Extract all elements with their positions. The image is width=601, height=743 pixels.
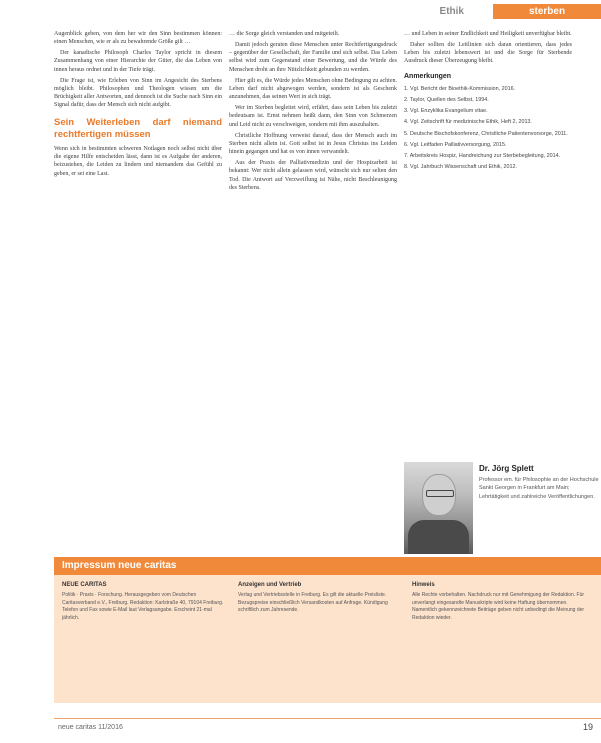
section-label: Ethik — [439, 6, 464, 17]
paragraph: Aus der Praxis der Palliativmedizin und der Hospizarbeit ist bekannt: Wer nicht allein gelassen wird, wünscht sich nur selten den Tod. Die Antwort auf Verzweiflung ist Nähe, nicht Beschleunigung des Sterbens. — [229, 160, 397, 191]
impressum-column-2 — [238, 581, 404, 699]
article-column-1 — [54, 30, 222, 430]
impressum-title: Impressum neue caritas — [54, 557, 601, 575]
paragraph: … und Leben in seiner Endlichkeit und Heiligkeit unverfügbar bleibt. — [404, 31, 572, 37]
paragraph: Die Frage ist, wie Erleben von Sinn im Angesicht des Sterbens möglich bleibt. Philosophen und Theologen wissen um die Brüchigkeit aller Antworten, und dennoch ist die Suche nach Sinn ein Signal dafür, dass der Mensch sich nicht aufgibt. — [54, 77, 222, 109]
author-box — [404, 462, 600, 554]
paragraph: … die Sorge gleich verstanden und mitgeteilt. — [229, 31, 340, 37]
article-column-3 — [404, 30, 572, 455]
impressum-column-3 — [412, 581, 592, 699]
author-photo — [404, 462, 473, 554]
note-item: 5. Deutsche Bischofskonferenz, Christliche Patientenvorsorge, 2011. — [404, 130, 568, 137]
impressum-text: Alle Rechte vorbehalten. Nachdruck nur mit Genehmigung der Redaktion. Für unverlangt eingesandte Manuskripte wird keine Haftung übernommen. Namentlich gekennzeichnete Beiträge geben nicht unbedingt die Meinung der Redaktion wieder. — [412, 592, 585, 621]
note-item: 1. Vgl. Bericht der Bioethik-Kommission, 2016. — [404, 86, 516, 93]
impressum-box — [54, 575, 601, 703]
paragraph: Hier gilt es, die Würde jedes Menschen ohne Bedingung zu achten. Leben darf nicht abgewogen werden, sondern ist als Geschenk anzunehmen, das seinen Wert in sich trägt. — [229, 77, 397, 101]
note-item: 7. Arbeitskreis Hospiz, Handreichung zur Sterbebegleitung, 2014. — [404, 152, 561, 159]
footer-divider — [54, 718, 601, 719]
impressum-lead: NEUE CARITAS — [62, 582, 107, 588]
paragraph: Augenblick geben, von dem her wir den Sinn bestimmen können: einen Menschen, wie er als zu bewahrende Größe gilt … — [54, 31, 222, 46]
author-bio: Professor em. für Philosophie an der Hochschule Sankt Georgen in Frankfurt am Main; Lehrtätigkeit und zahlreiche Veröffentlichungen. — [479, 477, 599, 500]
note-item: 6. Vgl. Leitfaden Palliativversorgung, 2015. — [404, 141, 507, 148]
notes-heading: Anmerkungen — [404, 72, 452, 80]
paragraph: Der kanadische Philosoph Charles Taylor spricht in diesem Zusammenhang von einer Hierarchie der Güter, die das Leben von innen heraus ordnet und in der Tiefe trägt. — [54, 50, 222, 73]
impressum-text: Verlag und Vertriebsstelle in Freiburg. Es gilt die aktuelle Preisliste. Bezugspreise einschließlich Versandkosten auf Anfrage. Kündigung schriftlich zum Jahresende. — [238, 592, 388, 613]
author-name: Dr. Jörg Splett — [479, 464, 534, 473]
paragraph: Daher sollten die Leitlinien sich daran orientieren, dass jedes Leben bis zuletzt lebenswert ist und die Sorge für Sterbende Ausdruck dieser Überzeugung bleibt. — [404, 42, 572, 65]
section-tab: sterben — [493, 4, 601, 19]
impressum-column-1 — [62, 581, 230, 699]
impressum-lead: Hinweis — [412, 582, 435, 588]
page-number: 19 — [582, 722, 593, 732]
impressum-lead: Anzeigen und Vertrieb — [238, 582, 302, 588]
subheading: Sein Weiterleben darf niemand rechtfertigen müssen — [54, 117, 222, 141]
paragraph: Damit jedoch geraten diese Menschen unter Rechtfertigungsdruck – gegenüber der Gesellschaft, der Familie und sich selbst. Das Leben selbst wird zum Gegenstand einer Bewertung, und die Würde des Menschen droht an ihre Nützlichkeit gebunden zu werden. — [229, 42, 397, 73]
paragraph: Wer im Sterben begleitet wird, erfährt, dass sein Leben bis zuletzt bedeutsam ist. Ernst nehmen heißt dann, den Sinn von Schmerzen und Leid nicht zu verschweigen, sondern mit ihm auszuhalten. — [229, 105, 397, 128]
impressum-text: Politik · Praxis · Forschung. Herausgegeben vom Deutschen Caritasverband e.V., Freiburg. Redaktion: Karlstraße 40, 79104 Freiburg. Telefon und Fax sowie E-Mail laut Verlagsangabe. Erscheint 21-mal jährlich. — [62, 592, 224, 621]
article-column-2 — [229, 30, 397, 550]
note-item: 4. Vgl. Zeitschrift für medizinische Ethik, Heft 2, 2013. — [404, 119, 532, 126]
footer-publication: neue caritas 11/2016 — [58, 724, 123, 731]
note-item: 3. Vgl. Enzyklika Evangelium vitae. — [404, 108, 488, 115]
note-item: 8. Vgl. Jahrbuch Wissenschaft und Ethik, 2012. — [404, 163, 517, 170]
note-item: 2. Taylor, Quellen des Selbst, 1994. — [404, 97, 489, 104]
paragraph: Wenn sich in bestimmten schweren Notlagen noch selbst nicht über die eigene Hilfe entscheiden lässt, dann ist es Aufgabe der anderen, beizustehen, die Leiden zu lindern und niemandem das Gefühl zu geben, er sei eine Last. — [54, 146, 222, 177]
paragraph: Christliche Hoffnung verweist darauf, dass der Mensch auch im Sterben nicht allein ist. Gott selbst ist in Jesus Christus ins Leiden hinein gegangen und hat es von innen verwandelt. — [229, 132, 397, 156]
